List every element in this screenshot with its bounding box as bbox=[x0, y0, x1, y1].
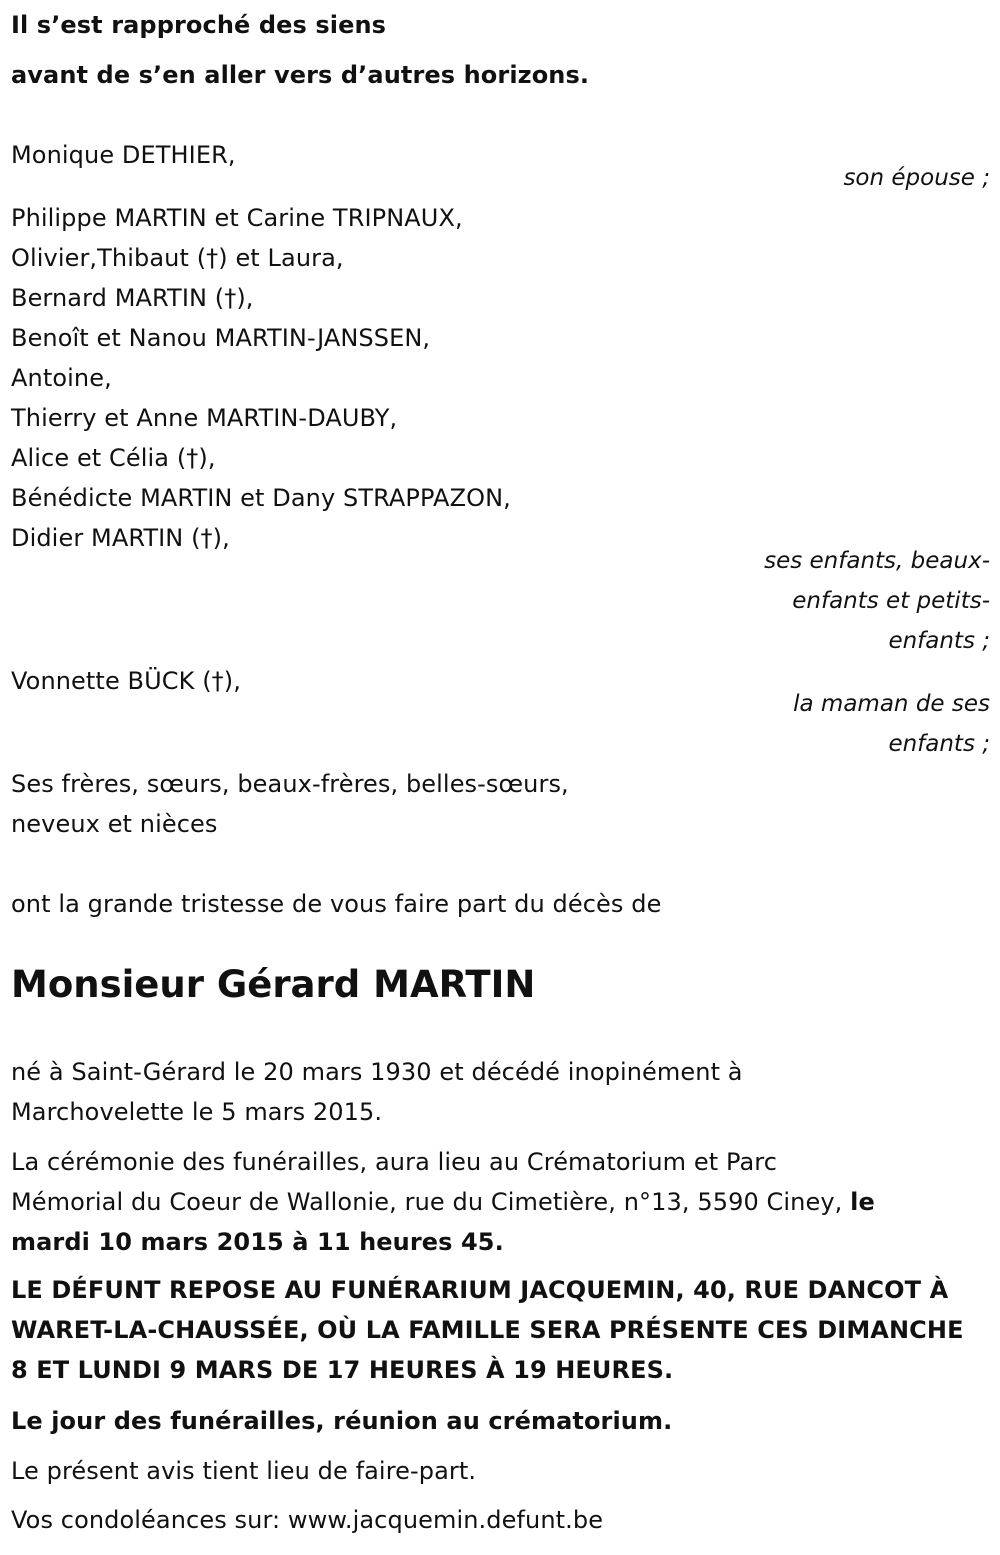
intro-line-2: avant de s’en aller vers d’autres horizons. bbox=[11, 61, 590, 89]
ceremony-line bbox=[11, 1182, 875, 1222]
repose-line: 8 ET LUNDI 9 MARS DE 17 HEURES À 19 HEURES. bbox=[11, 1356, 674, 1384]
repose-line: WARET-LA-CHAUSSÉE, OÙ LA FAMILLE SERA PRÉSENTE CES DIMANCHE bbox=[11, 1316, 964, 1344]
intro-line-1: Il s’est rapproché des siens bbox=[11, 11, 387, 39]
birth-death-line: né à Saint-Gérard le 20 mars 1930 et décédé inopinément à bbox=[11, 1058, 743, 1086]
notice-text: Le présent avis tient lieu de faire-part. bbox=[11, 1457, 477, 1485]
child-line: Didier MARTIN (†), bbox=[11, 524, 230, 552]
child-line: Bernard MARTIN (†), bbox=[11, 284, 254, 312]
announcement-text: ont la grande tristesse de vous faire part du décès de bbox=[11, 890, 662, 918]
condolences-text: Vos condoléances sur: www.jacquemin.defunt.be bbox=[11, 1506, 604, 1534]
child-line: Alice et Célia (†), bbox=[11, 444, 216, 472]
ceremony-date-start: le bbox=[850, 1188, 875, 1216]
spouse-role: son épouse ; bbox=[843, 165, 990, 191]
children-role-line: ses enfants, beaux- bbox=[764, 548, 990, 574]
deceased-name: Monsieur Gérard MARTIN bbox=[11, 963, 536, 1006]
birth-death-line: Marchovelette le 5 mars 2015. bbox=[11, 1098, 383, 1126]
spouse-name: Monique DETHIER, bbox=[11, 141, 236, 169]
meeting-info: Le jour des funérailles, réunion au crématorium. bbox=[11, 1407, 673, 1435]
mother-name: Vonnette BÜCK (†), bbox=[11, 667, 241, 695]
siblings-line: Ses frères, sœurs, beaux-frères, belles-sœurs, bbox=[11, 770, 569, 798]
child-line: Philippe MARTIN et Carine TRIPNAUX, bbox=[11, 204, 463, 232]
ceremony-date: mardi 10 mars 2015 à 11 heures 45. bbox=[11, 1228, 504, 1256]
repose-line: LE DÉFUNT REPOSE AU FUNÉRARIUM JACQUEMIN, 40, RUE DANCOT À bbox=[11, 1276, 949, 1304]
siblings-line: neveux et nièces bbox=[11, 810, 218, 838]
children-role-line: enfants ; bbox=[888, 628, 990, 654]
child-line: Antoine, bbox=[11, 364, 112, 392]
child-line: Bénédicte MARTIN et Dany STRAPPAZON, bbox=[11, 484, 511, 512]
child-line: Olivier,Thibaut (†) et Laura, bbox=[11, 244, 344, 272]
child-line: Thierry et Anne MARTIN-DAUBY, bbox=[11, 404, 398, 432]
children-role-line: enfants et petits- bbox=[792, 588, 990, 614]
ceremony-location: Mémorial du Coeur de Wallonie, rue du Cimetière, n°13, 5590 Ciney, bbox=[11, 1188, 843, 1216]
child-line: Benoît et Nanou MARTIN-JANSSEN, bbox=[11, 324, 431, 352]
mother-role-line: enfants ; bbox=[888, 731, 990, 757]
mother-role-line: la maman de ses bbox=[793, 691, 990, 717]
ceremony-line: La cérémonie des funérailles, aura lieu au Crématorium et Parc bbox=[11, 1148, 778, 1176]
